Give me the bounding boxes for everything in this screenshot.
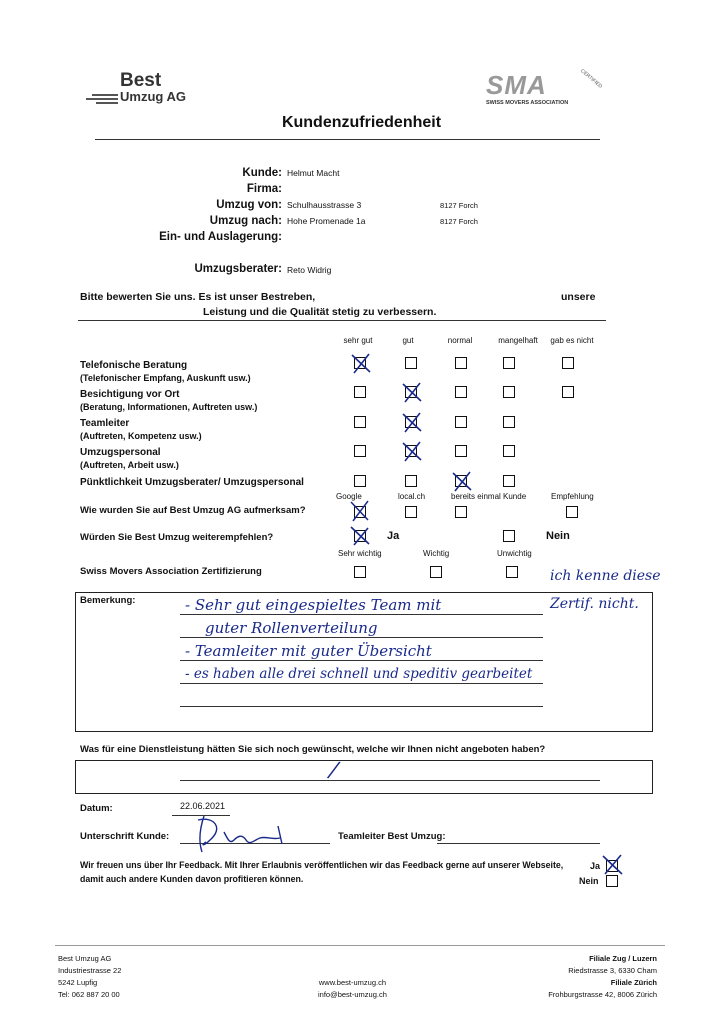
bemerkung-line-1: - Sehr gut eingespieltes Team mit	[185, 596, 442, 614]
logo-line1: Best	[120, 70, 162, 91]
row-title-besichtigung: Besichtigung vor Ort (Beratung, Informationen, Auftreten usw.)	[80, 389, 258, 412]
bemerkung-line-2: guter Rollenverteilung	[205, 619, 378, 637]
rating-box-row0-col1[interactable]	[405, 357, 417, 369]
sma-sehr-wichtig-box[interactable]	[354, 566, 366, 578]
feedback-line1: Wir freuen uns über Ihr Feedback. Mit Ihrer Erlaubnis veröffentlichen wir das Feedback gerne auf unserer Webseite,	[80, 860, 564, 870]
bemerkung-line-3: - Teamleiter mit guter Übersicht	[185, 642, 432, 660]
footer-left: Best Umzug AG Industriestrasse 22 5242 Lupfig Tel: 062 887 20 00	[58, 954, 122, 999]
sma-logo-sub: SWISS MOVERS ASSOCIATION	[486, 100, 569, 106]
weiter-ja-label: Ja	[387, 530, 400, 542]
rating-box-row4-col3[interactable]	[503, 475, 515, 487]
rating-box-row2-col3[interactable]	[503, 416, 515, 428]
field-label-lagerung: Ein- und Auslagerung:	[159, 231, 282, 243]
rating-box-row4-col0[interactable]	[354, 475, 366, 487]
col-mangelhaft: mangelhaft	[498, 336, 538, 345]
rating-check-mark-row2	[400, 410, 424, 434]
rating-box-row1-col3[interactable]	[503, 386, 515, 398]
intro-line1b: unsere	[561, 291, 596, 303]
field-value-umzug-von: Schulhausstrasse 3	[287, 200, 362, 210]
feedback-line2: damit auch andere Kunden davon profitieren können.	[80, 874, 304, 884]
footer-email[interactable]: info@best-umzug.ch	[318, 990, 387, 999]
sma-wichtig-box[interactable]	[430, 566, 442, 578]
datum-label: Datum:	[80, 803, 113, 814]
sma-opt-wichtig: Wichtig	[423, 549, 450, 558]
field-value-umzug-nach: Hohe Promenade 1a	[287, 216, 366, 226]
aufmerksam-local-box[interactable]	[405, 506, 417, 518]
teamleiter-label: Teamleiter Best Umzug:	[338, 831, 446, 842]
opt-google: Google	[336, 492, 362, 501]
page-title: Kundenzufriedenheit	[281, 114, 442, 131]
sma-opt-sehr-wichtig: Sehr wichtig	[338, 549, 382, 558]
weiter-nein-box[interactable]	[503, 530, 515, 542]
feedback-nein-label: Nein	[579, 876, 599, 886]
sma-unwichtig-box[interactable]	[506, 566, 518, 578]
question2-answer: /	[327, 757, 340, 784]
field-label-umzug-von: Umzug von:	[216, 199, 282, 211]
bemerkung-line-4: - es haben alle drei schnell und speditiv gearbeitet	[185, 666, 533, 682]
feedback-ja-label: Ja	[590, 861, 601, 871]
col-gut: gut	[402, 336, 414, 345]
rating-box-row4-col1[interactable]	[405, 475, 417, 487]
rating-box-row3-col2[interactable]	[455, 445, 467, 457]
rating-check-mark-row1	[400, 380, 424, 404]
rating-box-row3-col3[interactable]	[503, 445, 515, 457]
footer-center	[318, 977, 387, 1001]
field-value2-umzug-nach: 8127 Forch	[440, 217, 478, 226]
field-value-kunde: Helmut Macht	[287, 168, 340, 178]
col-sehr-gut: sehr gut	[343, 336, 373, 345]
col-normal: normal	[447, 336, 473, 345]
intro-line2: Leistung und die Qualität stetig zu verbessern.	[203, 306, 437, 318]
field-label-firma: Firma:	[246, 183, 282, 195]
opt-empfehlung: Empfehlung	[551, 492, 594, 501]
best-umzug-logo	[82, 70, 192, 110]
question2-box[interactable]	[75, 757, 653, 794]
feedback-nein-box[interactable]	[606, 875, 618, 887]
aufmerksam-label: Wie wurden Sie auf Best Umzug AG aufmerksam?	[80, 505, 306, 516]
sma-label: Swiss Movers Association Zertifizierung	[80, 566, 262, 577]
field-label-kunde: Kunde:	[242, 167, 282, 179]
sma-logo-text: SMA	[486, 70, 547, 100]
row-title-teamleiter: Teamleiter (Auftreten, Kompetenz usw.)	[80, 418, 202, 441]
question2-label: Was für eine Dienstleistung hätten Sie sich noch gewünscht, welche wir Ihnen nicht angeboten haben?	[80, 744, 546, 755]
rating-check-mark-row4	[450, 469, 474, 493]
rating-check-mark-row3	[400, 439, 424, 463]
rating-box-row1-col2[interactable]	[455, 386, 467, 398]
rating-box-row1-col4[interactable]	[562, 386, 574, 398]
footer-right: Filiale Zug / Luzern Riedstrasse 3, 6330 Cham Filiale Zürich Frohburgstrasse 42, 8006 Zürich	[548, 954, 657, 999]
weiter-label: Würden Sie Best Umzug weiterempfehlen?	[80, 532, 274, 543]
weiter-nein-label: Nein	[546, 530, 570, 542]
field-label-umzug-nach: Umzug nach:	[209, 215, 282, 227]
opt-kunde: bereits einmal Kunde	[451, 492, 527, 501]
unterschrift-label: Unterschrift Kunde:	[80, 831, 170, 842]
rating-check-mark-row0	[349, 351, 373, 375]
aufmerksam-check-mark	[348, 498, 372, 524]
rating-box-row0-col2[interactable]	[455, 357, 467, 369]
weiter-check-mark	[348, 524, 372, 548]
sma-logo-certified: CERTIFIED	[579, 68, 604, 90]
col-gab-es-nicht: gab es nicht	[550, 336, 594, 345]
rating-box-row0-col3[interactable]	[503, 357, 515, 369]
rating-box-row3-col0[interactable]	[354, 445, 366, 457]
rating-box-row1-col0[interactable]	[354, 386, 366, 398]
aufmerksam-kunde-box[interactable]	[455, 506, 467, 518]
customer-signature	[180, 810, 300, 855]
opt-local: local.ch	[398, 492, 426, 501]
rating-box-row2-col0[interactable]	[354, 416, 366, 428]
rating-box-row2-col2[interactable]	[455, 416, 467, 428]
intro-line1: Bitte bewerten Sie uns. Es ist unser Bestreben,	[80, 291, 316, 303]
footer-website[interactable]: www.best-umzug.ch	[318, 978, 386, 987]
sma-logo	[480, 68, 620, 112]
rating-box-row0-col4[interactable]	[562, 357, 574, 369]
berater-value: Reto Widrig	[287, 265, 332, 275]
sma-opt-unwichtig: Unwichtig	[497, 549, 532, 558]
row-title-telefon: Telefonische Beratung (Telefonischer Empfang, Auskunft usw.)	[80, 360, 251, 383]
bemerkung-label: Bemerkung:	[80, 595, 136, 606]
row-title-puenktlichkeit: Pünktlichkeit Umzugsberater/ Umzugspersonal	[80, 477, 304, 488]
aufmerksam-empfehlung-box[interactable]	[566, 506, 578, 518]
logo-line2: Umzug AG	[120, 89, 186, 104]
datum-value: 22.06.2021	[180, 801, 226, 811]
field-value2-umzug-von: 8127 Forch	[440, 201, 478, 210]
sma-handwritten-note: ich kenne diese Zertif. nicht.	[550, 568, 661, 612]
berater-label: Umzugsberater:	[194, 263, 282, 275]
row-title-personal: Umzugspersonal (Auftreten, Arbeit usw.)	[80, 447, 179, 470]
